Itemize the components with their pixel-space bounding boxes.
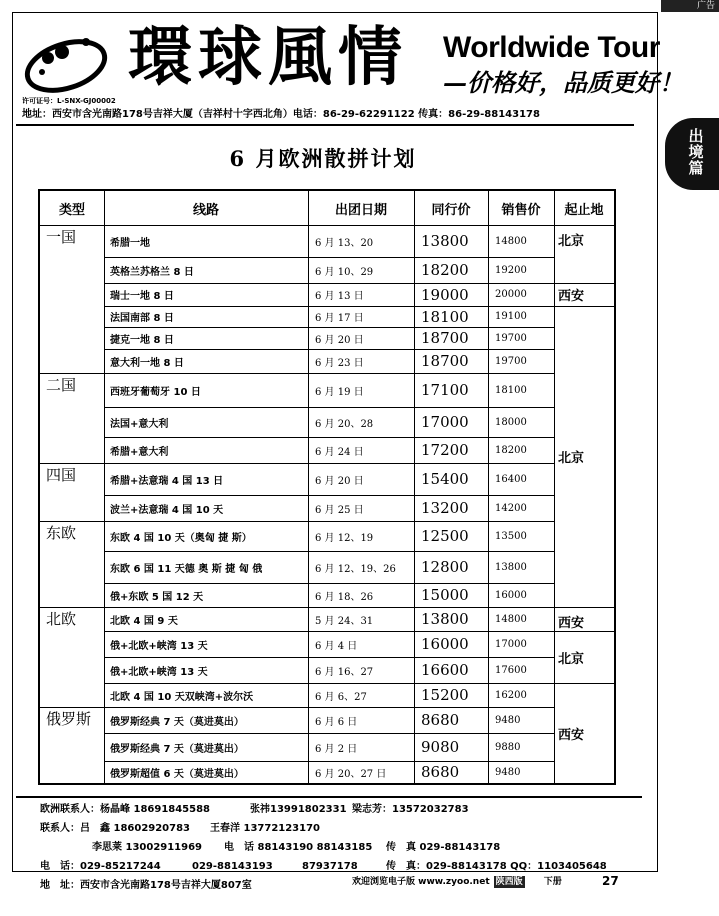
peer-price-cell: 19000 <box>421 285 469 304</box>
brand-name-chinese: 環球風情 <box>128 20 408 95</box>
route-cell: 俄+北欧+峡湾 13 天 <box>110 666 208 678</box>
route-cell: 法国+意大利 <box>110 418 169 430</box>
route-cell: 瑞士一地 8 日 <box>110 291 174 302</box>
peer-price-cell: 17200 <box>421 441 469 459</box>
peer-price-cell: 15000 <box>421 586 469 604</box>
departure-city-cell: 北京 <box>558 651 585 667</box>
table-header-cell: 起止地 <box>564 202 604 218</box>
contact-text: 地 址：西安市含光南路178号吉祥大厦807室 <box>40 880 252 891</box>
contact-text: 87937178 <box>302 861 358 872</box>
globe-logo-icon <box>22 30 110 100</box>
date-cell: 6 月 16、27 <box>315 666 374 678</box>
route-cell: 希腊一地 <box>110 237 150 249</box>
departure-city-cell: 西安 <box>558 727 585 743</box>
peer-price-cell: 18200 <box>421 261 469 279</box>
route-cell: 波兰+法意瑞 4 国 10 天 <box>110 504 224 516</box>
date-cell: 6 月 12、19 <box>315 532 374 544</box>
peer-price-cell: 18100 <box>421 307 469 326</box>
sale-price-cell: 19200 <box>495 264 527 276</box>
date-cell: 6 月 13、20 <box>315 237 374 249</box>
ad-corner-tag: 广告 <box>661 0 719 12</box>
date-cell: 6 月 6 日 <box>315 716 358 728</box>
date-cell: 6 月 20、27 日 <box>315 768 387 780</box>
date-cell: 6 月 25 日 <box>315 504 364 516</box>
departure-city-cell: 西安 <box>558 616 585 631</box>
date-cell: 6 月 24 日 <box>315 446 364 458</box>
peer-price-cell: 8680 <box>421 763 460 781</box>
section-tab-outbound <box>665 118 719 190</box>
peer-price-cell: 12800 <box>421 558 469 576</box>
sale-price-cell: 14800 <box>495 235 527 247</box>
peer-price-cell: 8680 <box>421 711 460 729</box>
tour-schedule-table <box>38 189 616 785</box>
route-cell: 俄罗斯经典 7 天（莫进莫出） <box>110 743 244 755</box>
sale-price-cell: 16000 <box>495 589 527 601</box>
table-header-cell: 线路 <box>192 202 219 218</box>
route-cell: 捷克一地 8 日 <box>110 334 174 346</box>
route-cell: 俄+东欧 5 国 12 天 <box>110 591 204 603</box>
date-cell: 6 月 20 日 <box>315 475 364 487</box>
peer-price-cell: 18700 <box>421 329 469 347</box>
sale-price-cell: 18000 <box>495 416 527 428</box>
sale-price-cell: 14200 <box>495 502 527 514</box>
section-tab-char: 出 <box>688 127 704 145</box>
route-cell: 东欧 4 国 10 天（奥匈 捷 斯） <box>110 532 252 544</box>
sale-price-cell: 19700 <box>495 332 527 344</box>
route-cell: 希腊+意大利 <box>110 446 169 458</box>
table-header-cell: 出团日期 <box>334 202 387 218</box>
route-cell: 北欧 4 国 9 天 <box>110 615 178 627</box>
peer-price-cell: 17000 <box>421 413 469 431</box>
departure-city-cell: 北京 <box>558 234 585 249</box>
contact-text: 029-88143193 <box>192 861 273 872</box>
table-header-cell: 同行价 <box>431 202 471 218</box>
date-cell: 6 月 13 日 <box>315 291 364 302</box>
slogan: —价格好，品质更好！ <box>443 68 683 97</box>
sale-price-cell: 20000 <box>495 289 527 300</box>
peer-price-cell: 9080 <box>421 738 460 756</box>
contact-text: 张祎13991802331 <box>250 804 347 815</box>
route-cell: 希腊+法意瑞 4 国 13 日 <box>110 475 224 487</box>
region-cell: 北欧 <box>46 610 77 628</box>
route-cell: 东欧 6 国 11 天德 奥 斯 捷 匈 俄 <box>110 563 263 575</box>
route-cell: 英格兰苏格兰 8 日 <box>110 266 194 278</box>
sale-price-cell: 13500 <box>495 530 527 542</box>
sale-price-cell: 19700 <box>495 355 527 367</box>
sale-price-cell: 17000 <box>495 638 527 650</box>
sale-price-cell: 13800 <box>495 561 527 573</box>
route-cell: 西班牙葡萄牙 10 日 <box>110 386 201 398</box>
contact-text: 欧洲联系人：杨晶峰 18691845588 <box>40 804 211 815</box>
peer-price-cell: 13800 <box>421 232 469 250</box>
region-cell: 四国 <box>46 466 77 484</box>
table-header-cell: 销售价 <box>501 202 541 218</box>
sale-price-cell: 16400 <box>495 473 527 485</box>
region-cell: 俄罗斯 <box>46 710 92 728</box>
route-cell: 俄罗斯超值 6 天（莫进莫出） <box>110 768 244 780</box>
date-cell: 6 月 23 日 <box>315 357 364 369</box>
date-cell: 6 月 4 日 <box>315 640 358 652</box>
sale-price-cell: 14800 <box>495 613 527 625</box>
route-cell: 俄+北欧+峡湾 13 天 <box>110 640 208 652</box>
peer-price-cell: 17100 <box>421 381 469 399</box>
company-address-line: 地址：西安市含光南路178号吉祥大厦（吉祥村十字西北角）电话：86-29-62291122 传真：86-29-88143178 <box>22 109 540 120</box>
route-cell: 法国南部 8 日 <box>110 313 174 324</box>
footer-edition-box: 陕西版 <box>495 877 523 887</box>
date-cell: 6 月 6、27 <box>315 691 367 703</box>
peer-price-cell: 13800 <box>421 610 469 628</box>
sale-price-cell: 16200 <box>495 689 527 701</box>
contact-text: 王春洋 13772123170 <box>210 823 321 834</box>
table-header-cell: 类型 <box>58 202 85 218</box>
sale-price-cell: 18100 <box>495 384 527 396</box>
peer-price-cell: 16000 <box>421 635 469 653</box>
footer-volume: 下册 <box>543 877 562 887</box>
route-cell: 俄罗斯经典 7 天（莫进莫出） <box>110 716 244 728</box>
date-cell: 6 月 12、19、26 <box>315 563 396 575</box>
sale-price-cell: 9880 <box>495 741 521 753</box>
sale-price-cell: 9480 <box>495 714 521 726</box>
date-cell: 6 月 20 日 <box>315 334 364 346</box>
contact-text: 传 真：029-88143178 QQ：1103405648 <box>386 861 607 872</box>
contact-text: 李思莱 13002911969 <box>92 842 203 853</box>
contact-text: 联系人：吕 鑫 18602920783 <box>40 823 191 834</box>
date-cell: 6 月 10、29 <box>315 266 374 278</box>
date-cell: 6 月 17 日 <box>315 313 364 324</box>
footer-browse-text: 欢迎浏览电子版 www.zyoo.net <box>352 877 490 887</box>
route-cell: 意大利一地 8 日 <box>110 357 184 369</box>
date-cell: 6 月 18、26 <box>315 591 374 603</box>
sale-price-cell: 9480 <box>495 766 521 778</box>
peer-price-cell: 18700 <box>421 352 469 370</box>
section-tab-char: 境 <box>688 143 704 161</box>
departure-city-cell: 北京 <box>558 451 585 466</box>
contact-text: 梁志芳：13572032783 <box>352 804 469 815</box>
license-number: 许可证号：L-SNX-GJ00002 <box>22 97 116 105</box>
date-cell: 6 月 19 日 <box>315 386 364 398</box>
region-cell: 一国 <box>46 228 77 246</box>
date-cell: 5 月 24、31 <box>315 615 374 627</box>
peer-price-cell: 15200 <box>421 686 469 704</box>
sale-price-cell: 17600 <box>495 664 527 676</box>
section-tab-char: 篇 <box>688 159 704 177</box>
sale-price-cell: 18200 <box>495 444 527 456</box>
date-cell: 6 月 20、28 <box>315 418 374 430</box>
peer-price-cell: 13200 <box>421 499 469 517</box>
page-number: 27 <box>602 874 619 888</box>
sale-price-cell: 19100 <box>495 311 527 322</box>
region-cell: 二国 <box>46 376 77 394</box>
contact-text: 传 真 029-88143178 <box>386 842 501 853</box>
departure-city-cell: 西安 <box>558 289 585 304</box>
page-title: 6 月欧洲散拼计划 <box>229 146 417 171</box>
brand-name-english: Worldwide Tour <box>443 31 660 64</box>
peer-price-cell: 12500 <box>421 527 469 545</box>
route-cell: 北欧 4 国 10 天双峡湾+波尔沃 <box>110 691 254 703</box>
region-cell: 东欧 <box>46 524 77 542</box>
header-divider <box>16 124 634 126</box>
contact-text: 电 话：029-85217244 <box>40 861 161 872</box>
footer-divider <box>16 796 642 798</box>
date-cell: 6 月 2 日 <box>315 743 358 755</box>
contact-text: 电 话 88143190 88143185 <box>224 842 373 853</box>
peer-price-cell: 16600 <box>421 661 469 679</box>
peer-price-cell: 15400 <box>421 470 469 488</box>
